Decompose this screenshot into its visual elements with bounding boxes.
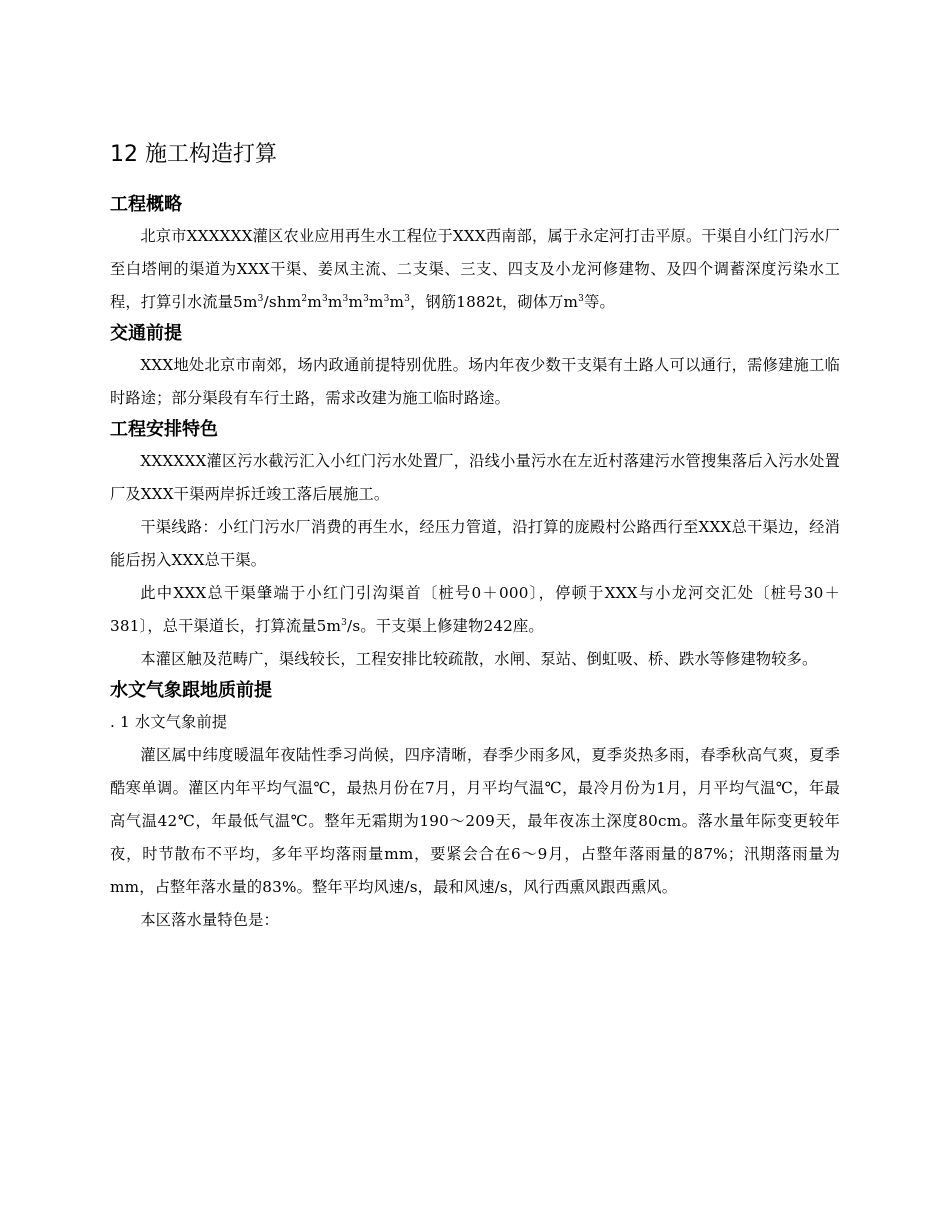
paragraph-traffic: XXX地处北京市南郊，场内政通前提特别优胜。场内年夜少数干支渠有土路人可以通行，需修建施工临时路途；部分渠段有车行土路，需求改建为施工临时路途。 bbox=[110, 356, 840, 407]
section-heading-traffic: 交通前提 bbox=[110, 323, 182, 344]
paragraph-layout-3: 此中XXX总干渠肇端于小红门引沟渠首〔桩号0＋000〕，停顿于XXX与小龙河交汇处〔桩号30＋381〕，总干渠道长，打算流量$5m^3/s$。干支渠上修建物242座。 bbox=[110, 584, 840, 635]
document-body bbox=[110, 138, 840, 937]
paragraph-hydrology-1: 灌区属中纬度暖温年夜陆性季习尚候，四序清晰，春季少雨多风，夏季炎热多雨，春季秋高气爽，夏季酷寒单调。灌区内年平均气温℃，最热月份在7月，月平均气温℃，最冷月份为1月，月平均气温℃，年最高气温42℃，年最低气温℃。整年无霜期为190～209天，最年夜冻土深度80cm。落水量年际变更较年夜，时节散布不平均，多年平均落雨量mm，要紧会合在6～9月，占整年落雨量的87%；汛期落雨量为mm，占整年落水量的83%。整年平均风速/s，最和风速/s，风行西熏风跟西熏风。 bbox=[110, 746, 840, 896]
paragraph-layout-1: XXXXXX灌区污水截污汇入小红门污水处置厂，沿线小量污水在左近村落建污水管搜集落后入污水处置厂及XXX干渠两岸拆迁竣工落后展施工。 bbox=[110, 452, 840, 503]
section-heading-overview: 工程概略 bbox=[110, 194, 182, 215]
paragraph-layout-4: 本灌区触及范畴广，渠线较长，工程安排比较疏散，水闸、泵站、倒虹吸、桥、跌水等修建物较多。 bbox=[140, 650, 818, 668]
paragraph-layout-2: 干渠线路：小红门污水厂消费的再生水，经压力管道，沿打算的庞殿村公路西行至XXX总干渠边，经消能后拐入XXX总干渠。 bbox=[110, 518, 840, 569]
document-title: 12 施工构造打算 bbox=[110, 142, 277, 167]
paragraph-hydrology-2: 本区落水量特色是： bbox=[140, 911, 279, 929]
paragraph-overview: 北京市XXXXXX灌区农业应用再生水工程位于XXX西南部，属于永定河打击平原。干渠自小红门污水厂至白塔闸的渠道为XXX干渠、姜凤主流、二支渠、三支、四支及小龙河修建物、及四个调蓄深度污染水工程，打算引水流量$5m^3/shm^2m^3m^3m^3m^3m^3$，钢筋1882t，砌体万$m^3$等。 bbox=[110, 227, 840, 311]
subheading-hydrology: . 1 水文气象前提 bbox=[110, 713, 228, 731]
section-heading-hydrology: 水文气象跟地质前提 bbox=[110, 680, 272, 701]
section-heading-layout: 工程安排特色 bbox=[110, 419, 218, 440]
